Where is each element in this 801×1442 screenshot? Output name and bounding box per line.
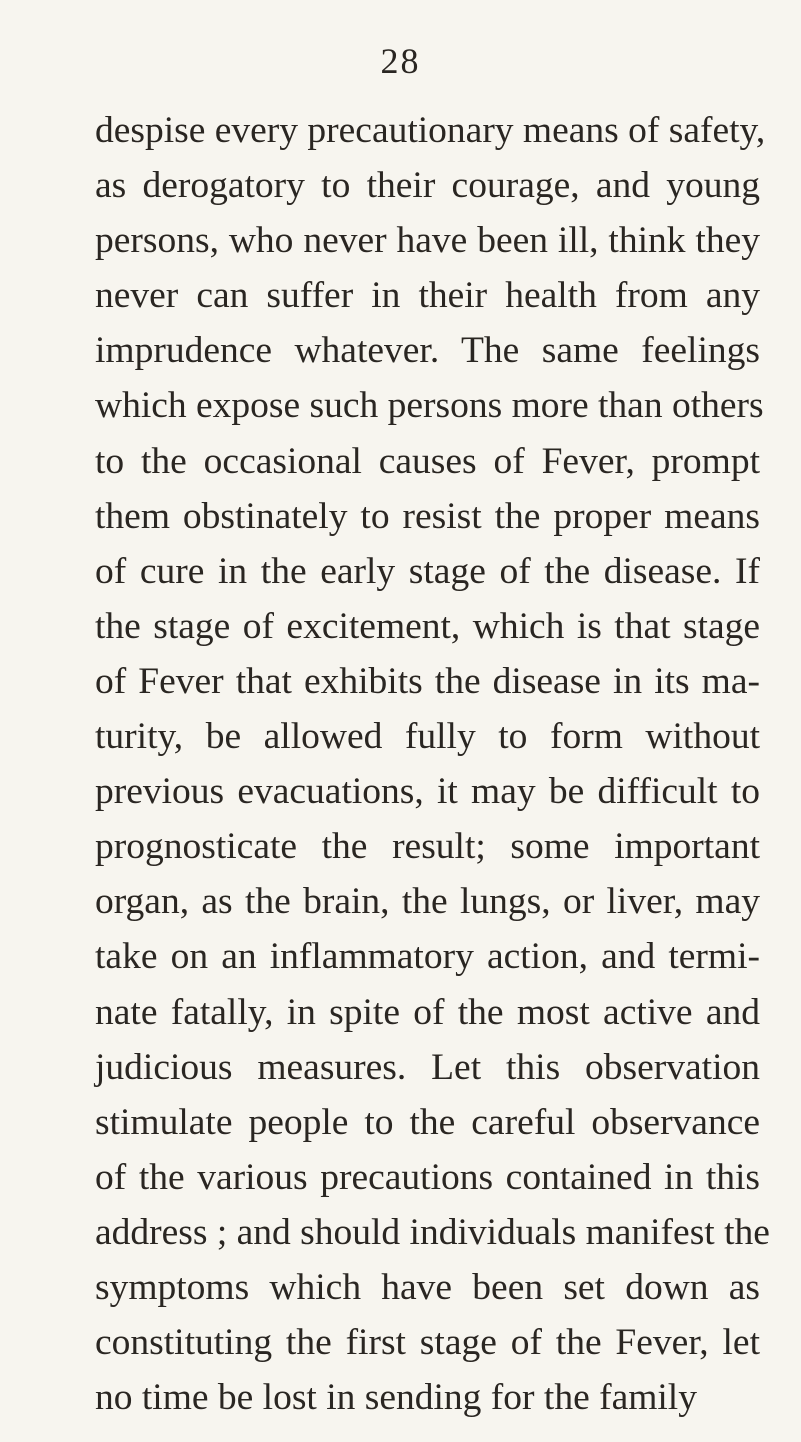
text-line: as derogatory to their courage, and young	[95, 165, 760, 207]
text-line: stimulate people to the careful observance	[95, 1101, 760, 1143]
text-line: judicious measures. Let this observation	[95, 1046, 760, 1088]
text-line: imprudence whatever. The same feelings	[95, 330, 760, 372]
text-line: of the various precautions contained in this	[95, 1156, 760, 1198]
text-line: turity, be allowed fully to form without	[95, 716, 760, 758]
text-line: persons, who never have been ill, think they	[95, 220, 760, 262]
text-line: never can suffer in their health from any	[95, 275, 760, 317]
text-line: despise every precautionary means of safety,	[95, 110, 766, 151]
text-line: of Fever that exhibits the disease in its ma-	[95, 660, 760, 702]
text-line: symptoms which have been set down as	[95, 1266, 760, 1308]
text-line: to the occasional causes of Fever, prompt	[95, 440, 760, 482]
text-line: no time be lost in sending for the family	[95, 1377, 697, 1419]
text-line: the stage of excitement, which is that stage	[95, 605, 760, 647]
text-line: constituting the first stage of the Fever, let	[95, 1322, 760, 1364]
text-line: prognosticate the result; some important	[95, 826, 760, 868]
page-number: 28	[380, 41, 421, 81]
text-line: previous evacuations, it may be difficult to	[95, 771, 760, 813]
text-line: take on an inflammatory action, and termi-	[95, 936, 760, 978]
body-text	[95, 103, 770, 1425]
text-line: organ, as the brain, the lungs, or liver, may	[95, 881, 760, 923]
text-line: them obstinately to resist the proper means	[95, 495, 760, 537]
text-line: address ; and should individuals manifest the	[95, 1211, 770, 1253]
text-line: of cure in the early stage of the disease. If	[95, 550, 760, 592]
text-line: nate fatally, in spite of the most active and	[95, 991, 760, 1033]
text-line: which expose such persons more than others	[95, 385, 764, 427]
